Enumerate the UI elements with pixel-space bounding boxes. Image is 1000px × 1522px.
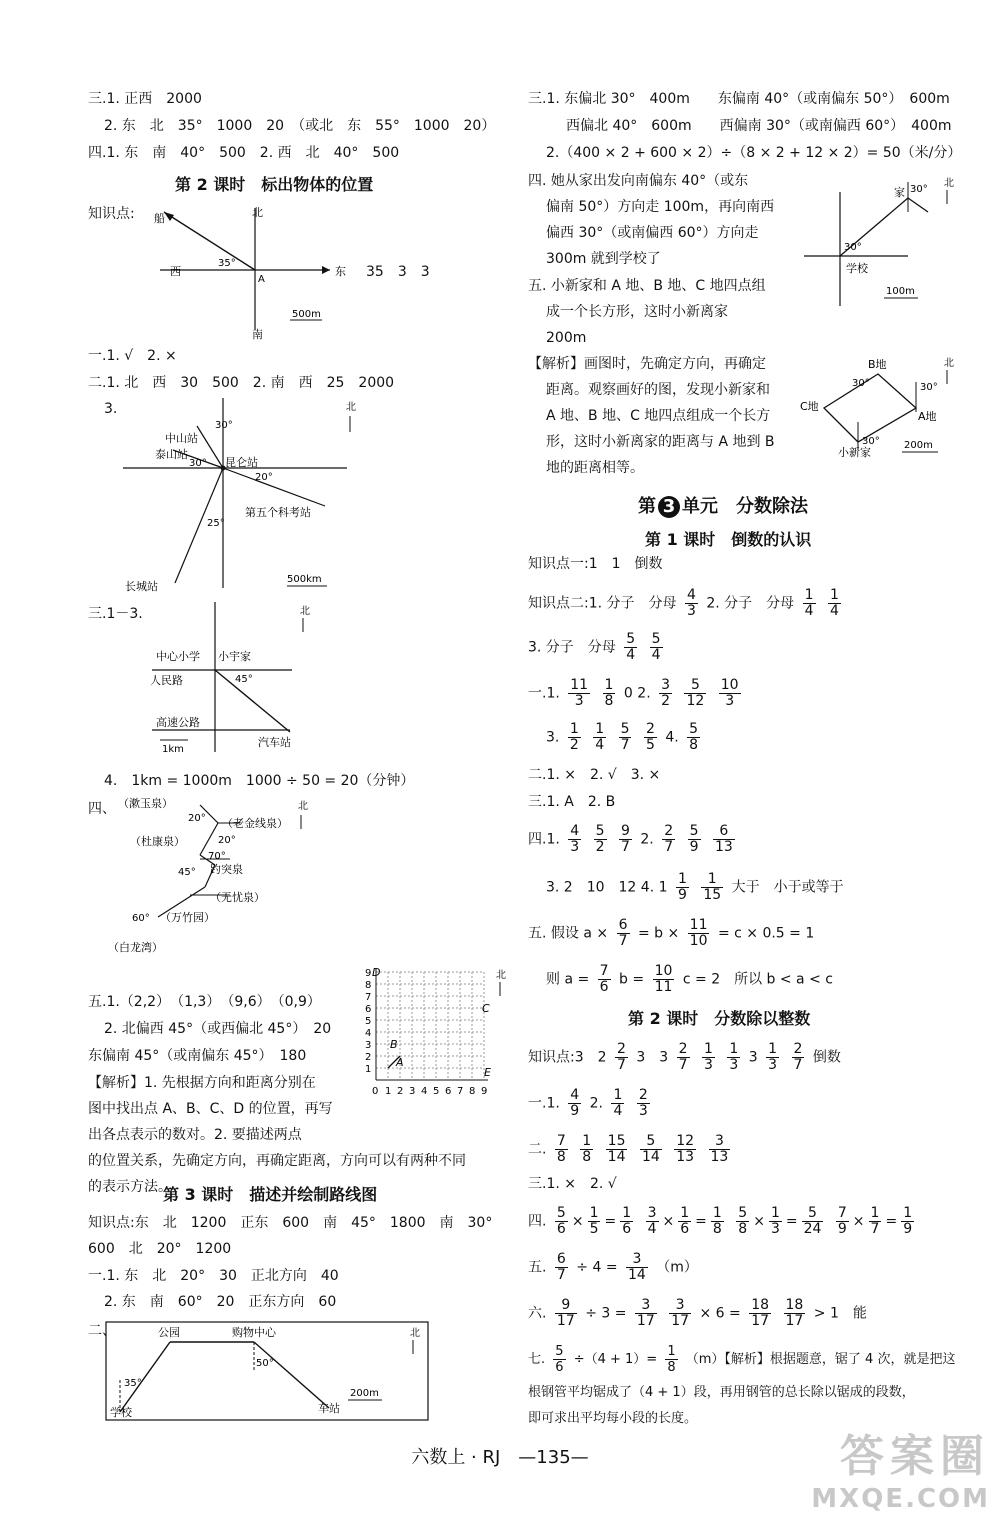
svg-text:1: 1 [365,1064,372,1075]
svg-text:北: 北 [944,358,954,369]
antarctica-station-diagram [115,398,385,598]
svg-text:3: 3 [409,1086,416,1097]
svg-text:公园: 公园 [158,1326,180,1339]
taishan-station: 泰山站 [155,448,188,461]
svg-text:高速公路: 高速公路 [156,716,200,729]
r-q4-line-1: 四. 她从家出发向南偏东 40°（或东 [528,173,749,189]
l2-q1: 一.1. √ 2. × [88,348,177,364]
r-q4a: 四.1. $\frac{4}{3}$ $\frac{5}{2}$ $\frac{9}{7}$ 2. $\frac{2}{7}$ $\frac{5}{9}$ $\frac{6}{13}$ [528,823,733,855]
r-q3: 三.1. A 2. B [528,794,616,810]
svg-text:中心小学: 中心小学 [156,650,200,663]
svg-text:6: 6 [445,1086,452,1097]
svg-text:汽车站: 汽车站 [258,736,291,749]
l3-line-2: 600 北 20° 1200 [88,1241,232,1257]
svg-text:20°: 20° [188,813,206,824]
k2: 知识点二:1. 分子 分母 $\frac{4}{3}$ 2. 分子 分母 $\frac{1}{4}$ $\frac{1}{4}$ [528,587,839,619]
l2q5: 五. $\frac{6}{7}$ ÷ 4 = $\frac{3}{14}$ （m） [528,1251,698,1283]
changcheng-station: 长城站 [125,580,158,593]
svg-text:30°: 30° [910,184,928,195]
kunlun-station: 昆仑站 [225,456,258,469]
scale-label: 500m [292,309,321,320]
unit-number-badge: 3 [658,496,680,518]
svg-text:北: 北 [346,402,356,413]
q5-line-4: 【解析】1. 先根据方向和距离分别在 [88,1075,316,1091]
coordinate-grid [364,962,514,1112]
svg-text:30°: 30° [189,458,207,469]
lesson1-title: 第 1 课时 倒数的认识 [645,530,812,549]
west-label: 西 [170,265,181,278]
svg-text:A: A [396,1056,404,1069]
k-l2: 知识点:3 2 $\frac{2}{7}$ 3 3 $\frac{2}{7}$ $\frac{1}{3}$ $\frac{1}{3}$ 3 $\frac{1}{3}$ $\frac{2}{7}$ 倒数 [528,1041,841,1073]
r-q5-line-6: A 地、B 地、C 地四点组成一个长方 [546,408,771,424]
svg-text:（无忧泉）: （无忧泉） [210,891,265,904]
route-diagram-school [140,602,340,762]
knowledge-label: 知识点: [88,206,135,222]
r-line-2: 西偏北 40° 600m 西偏南 30°（或南偏西 60°） 400m [566,118,952,134]
svg-text:D: D [372,966,381,979]
l3-line-1: 知识点:东 北 1200 正东 600 南 45° 1800 南 30° [88,1215,493,1231]
svg-text:100m: 100m [886,286,915,297]
r-q4-line-4: 300m 就到学校了 [546,251,661,267]
l2q3: 三.1. × 2. √ [528,1176,617,1192]
svg-text:30°: 30° [215,420,233,431]
svg-text:（老金线泉）: （老金线泉） [222,817,288,830]
home-school-diagram [798,172,968,312]
r-q1b: 3. $\frac{1}{2}$ $\frac{1}{4}$ $\frac{5}{7}$ $\frac{2}{5}$ 4. $\frac{5}{8}$ [546,721,699,753]
q-er: 二、 [88,1323,116,1339]
svg-text:7: 7 [365,992,372,1003]
svg-text:家: 家 [894,186,905,199]
r-q5a: 五. 假设 a × $\frac{6}{7}$ = b × $\frac{11}{10}$ = c × 0.5 = 1 [528,917,815,949]
svg-text:学校: 学校 [110,1406,132,1419]
svg-text:70°: 70° [208,851,226,862]
svg-text:4: 4 [421,1086,428,1097]
angle-label: 35° [218,258,236,269]
south-label: 南 [252,328,263,340]
q5-line-1: 五.1.（2,2） （1,3） （9,6） （0,9） [88,994,321,1010]
q5-line-6: 出各点表示的数对。2. 要描述两点 [88,1127,302,1143]
svg-text:小新家: 小新家 [838,446,871,459]
lesson3-title: 第 3 课时 描述并绘制路线图 [163,1185,378,1204]
r-line-3: 2.（400 × 2 + 600 × 2）÷（8 × 2 + 12 × 2）= 50（米/分） [546,145,962,161]
l2q7: 七. $\frac{5}{6}$ ÷（4 + 1）= $\frac{1}{8}$ （m）【解析】根据题意，锯了 4 次，就是把这 [528,1344,956,1375]
svg-text:60°: 60° [132,913,150,924]
svg-text:4: 4 [365,1028,372,1039]
k3: 3. 分子 分母 $\frac{5}{4}$ $\frac{5}{4}$ [528,631,661,663]
svg-text:B地: B地 [868,358,887,371]
svg-text:5: 5 [365,1016,372,1027]
svg-text:A地: A地 [918,410,937,423]
svg-text:2: 2 [365,1052,372,1063]
svg-text:30°: 30° [852,378,870,389]
svg-text:20°: 20° [255,472,273,483]
k1: 知识点一:1 1 倒数 [528,556,663,572]
svg-text:6: 6 [365,1004,372,1015]
svg-text:1: 1 [385,1086,392,1097]
svg-text:北: 北 [410,1328,420,1339]
r-q5-line-7: 形，这时小新离家的距离与 A 地到 B [546,434,775,450]
point-a: A [258,274,265,285]
svg-text:25°: 25° [207,518,225,529]
l2q2: 二. $\frac{7}{8}$ $\frac{1}{8}$ $\frac{15}{14}$ $\frac{5}{14}$ $\frac{12}{13}$ $\frac{3}{13}$ [528,1133,729,1165]
r-q5-line-1: 五. 小新家和 A 地、B 地、C 地四点组 [528,278,766,294]
r-q4-line-2: 偏南 50°）方向走 100m，再向南西 [546,199,775,215]
svg-text:0: 0 [372,1086,379,1097]
east-label: 东 [335,265,346,278]
svg-text:2: 2 [397,1086,404,1097]
l2q6: 六. $\frac{9}{17}$ ÷ 3 = $\frac{3}{17}$ $\frac{3}{17}$ × 6 = $\frac{18}{17}$ $\frac{18}{17}$ > 1 能 [528,1297,867,1329]
r-q5b: 则 a = $\frac{7}{6}$ b = $\frac{10}{11}$ c = 2 所以 b < a < c [546,963,833,995]
q3b-label: 三.1－3. [88,606,143,622]
svg-text:1km: 1km [162,744,184,755]
svg-text:北: 北 [496,970,506,981]
rectangle-diagram [798,352,968,462]
svg-text:9: 9 [481,1086,488,1097]
l2-q2: 二.1. 北 西 30 500 2. 南 西 25 2000 [88,375,395,391]
zhongshan-station: 中山站 [165,432,198,445]
q5-line-5: 图中找出点 A、B、C、D 的位置，再写 [88,1101,333,1117]
l3-line-3: 一.1. 东 北 20° 30 正北方向 40 [88,1268,339,1284]
svg-text:35°: 35° [124,1378,142,1389]
svg-text:（漱玉泉）: （漱玉泉） [118,797,173,810]
q4-label: 四、 [88,801,116,817]
svg-text:（杜康泉）: （杜康泉） [130,835,185,848]
svg-text:B: B [390,1038,398,1051]
svg-text:（白龙湾）: （白龙湾） [108,941,163,954]
l2q1: 一.1. $\frac{4}{9}$ 2. $\frac{1}{4}$ $\frac{2}{3}$ [528,1087,648,1119]
svg-text:20°: 20° [218,835,236,846]
svg-text:趵突泉: 趵突泉 [210,863,243,876]
svg-text:9: 9 [365,968,372,979]
svg-text:200m: 200m [350,1388,379,1399]
l3-line-4: 2. 东 南 60° 20 正东方向 60 [104,1294,337,1310]
springs-diagram [100,795,330,965]
svg-text:5: 5 [433,1086,440,1097]
r-q5-line-4: 【解析】画图时，先确定方向，再确定 [528,356,766,372]
svg-text:30°: 30° [844,242,862,253]
r-q4b: 3. 2 10 12 4. 1 $\frac{1}{9}$ $\frac{1}{15}$ 大于 小于或等于 [546,871,844,903]
left-line-1: 三.1. 正西 2000 [88,91,202,107]
svg-text:车站: 车站 [318,1402,340,1415]
left-line-3: 四.1. 东 南 40° 500 2. 西 北 40° 500 [88,145,400,161]
l2q7-line-2: 根钢管平均锯成了（4 + 1）段，再用钢管的总长除以锯成的段数， [528,1385,915,1400]
watermark: 答案圈 MXQE.COM [811,1431,990,1514]
svg-text:500km: 500km [287,574,322,585]
svg-text:学校: 学校 [846,262,868,275]
left-line-2: 2. 东 北 35° 1000 20 （或北 东 55° 1000 20） [104,118,496,134]
q5-line-3: 东偏南 45°（或南偏东 45°） 180 [88,1048,307,1064]
q5-line-8: 的表示方法。 [88,1179,172,1195]
r-q4-line-3: 偏西 30°（或南偏西 60°）方向走 [546,225,759,241]
knowledge-answer: 35 3 3 [366,264,430,280]
svg-text:30°: 30° [862,436,880,447]
r-q2: 二.1. × 2. √ 3. × [528,767,661,783]
q5-line-7: 的位置关系，先确定方向，再确定距离，方向可以有两种不同 [88,1153,466,1169]
svg-text:50°: 50° [256,1358,274,1369]
svg-text:45°: 45° [178,867,196,878]
north-label: 北 [252,206,263,219]
svg-text:30°: 30° [920,382,938,393]
l2q7-line-3: 即可求出平均每小段的长度。 [528,1411,698,1426]
q4-line: 4. 1km = 1000m 1000 ÷ 50 = 20（分钟） [104,773,415,789]
svg-text:北: 北 [300,606,310,617]
svg-text:小宇家: 小宇家 [218,650,251,663]
svg-text:北: 北 [298,801,308,812]
r-q5-line-8: 地的距离相等。 [546,460,644,476]
r-line-1: 三.1. 东偏北 30° 400m 东偏南 40°（或南偏东 50°） 600m [528,91,950,107]
l2q4: 四. $\frac{5}{6}$ × $\frac{1}{5}$ = $\frac{1}{6}$ $\frac{3}{4}$ × $\frac{1}{6}$ = $\frac{1}{8}$ $\frac{5}{8}$ × $\frac{1}{3}$ = $\frac{5}{24}$ $\frac{7}{9}$ × $\frac{1}{7}$ = $\frac{1}{9}$ [528,1205,913,1237]
svg-text:人民路: 人民路 [150,674,183,687]
r-q5-line-2: 成一个长方形，这时小新离家 [546,304,728,320]
svg-text:7: 7 [457,1086,464,1097]
svg-text:北: 北 [944,178,954,189]
svg-text:45°: 45° [235,674,253,685]
r-q5-line-5: 距离。观察画好的图，发现小新家和 [546,382,770,398]
svg-text:C: C [482,1002,490,1015]
svg-text:8: 8 [365,980,372,991]
lesson2-title: 第 2 课时 标出物体的位置 [175,175,374,194]
svg-text:购物中心: 购物中心 [232,1326,276,1339]
svg-text:3: 3 [365,1040,372,1051]
fifth-station: 第五个科考站 [245,506,311,519]
page-footer: 六数上 · RJ —135— [411,1447,589,1468]
svg-text:8: 8 [469,1086,476,1097]
r-q1a: 一.1. $\frac{11}{3}$ $\frac{1}{8}$ 0 2. $\frac{3}{2}$ $\frac{5}{12}$ $\frac{10}{3}$ [528,677,739,709]
route-map-park [104,1320,434,1425]
unit-title: 第 3 单元 分数除法 [638,496,808,517]
svg-text:（万竹园）: （万竹园） [160,911,215,924]
r-lesson2-title: 第 2 课时 分数除以整数 [628,1009,811,1028]
q3-label: 3. [104,401,118,417]
svg-text:200m: 200m [904,440,933,451]
q5-line-2: 2. 北偏西 45°（或西偏北 45°） 20 [104,1021,332,1037]
ship-label: 船 [154,212,165,225]
r-q5-line-3: 200m [546,330,587,346]
svg-text:C地: C地 [800,400,819,413]
svg-text:E: E [484,1066,491,1079]
